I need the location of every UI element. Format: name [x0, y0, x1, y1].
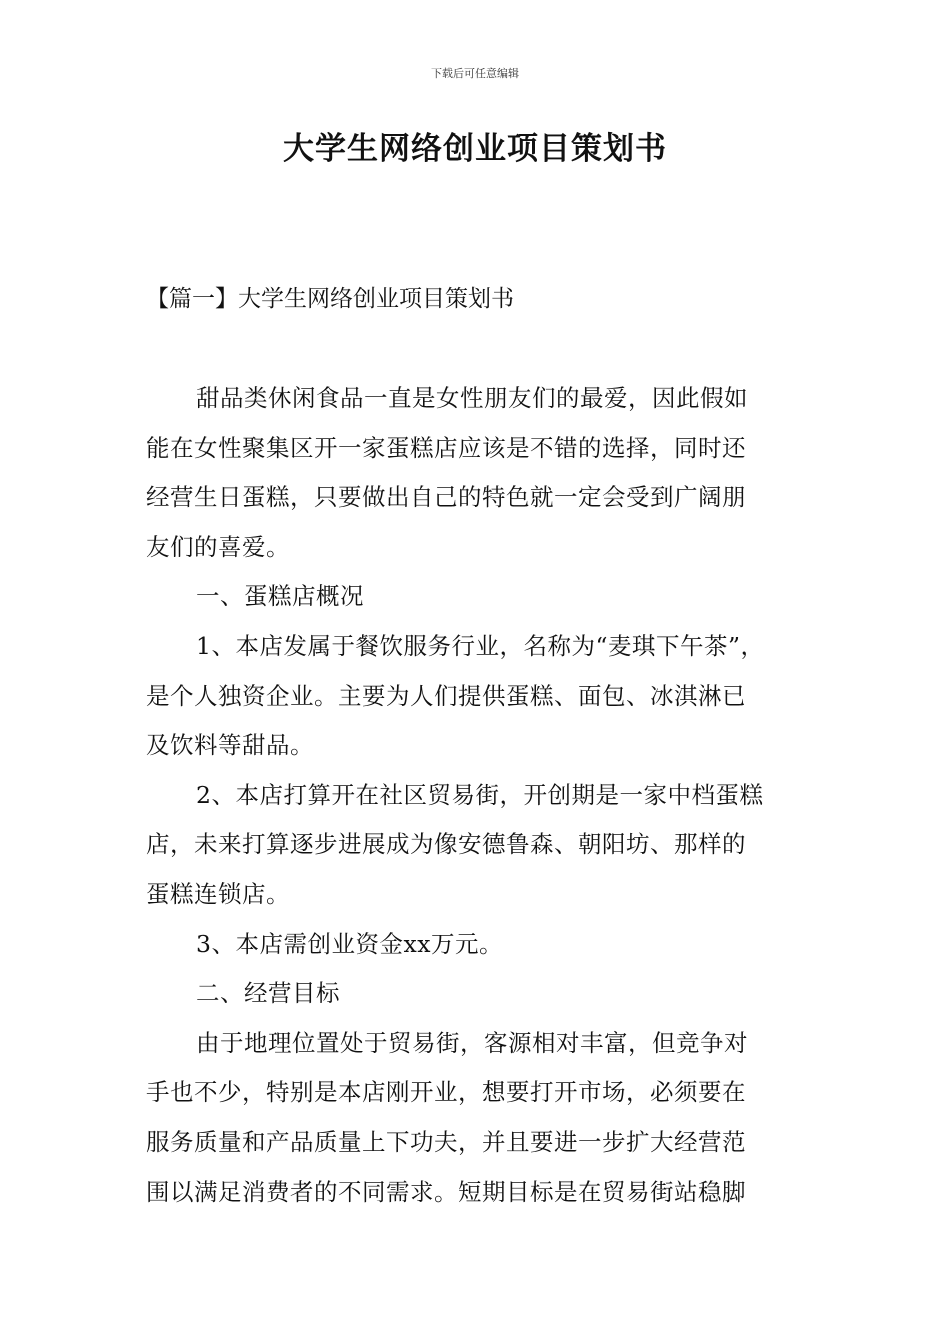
paragraph-line: 3、本店需创业资金xx万元。 [196, 929, 503, 958]
subheading-goals: 二、经营目标 [196, 979, 340, 1008]
paragraph-line: 蛋糕连锁店。 [146, 879, 290, 908]
paragraph-line: 经营生日蛋糕，只要做出自己的特色就一定会受到广阔朋 [146, 483, 746, 512]
paragraph-line: 1、本店发属于餐饮服务行业，名称为“麦琪下午茶”， [196, 631, 765, 660]
paragraph-line: 手也不少，特别是本店刚开业，想要打开市场，必须要在 [146, 1078, 746, 1107]
body-text [146, 374, 811, 1217]
paragraph-line: 2、本店打算开在社区贸易街，开创期是一家中档蛋糕 [196, 780, 764, 809]
paragraph-line: 服务质量和产品质量上下功夫，并且要进一步扩大经营范 [146, 1127, 746, 1156]
paragraph-line: 甜品类休闲食品一直是女性朋友们的最爱，因此假如 [196, 384, 748, 412]
paragraph-line: 店，未来打算逐步进展成为像安德鲁森、朝阳坊、那样的 [146, 830, 746, 859]
paragraph-line: 及饮料等甜品。 [146, 731, 314, 760]
paragraph-line: 围以满足消费者的不同需求。短期目标是在贸易街站稳脚 [146, 1177, 746, 1206]
header-note: 下载后可任意编辑 [431, 67, 519, 80]
document-title: 大学生网络创业项目策划书 [283, 131, 667, 167]
paragraph-line: 能在女性聚集区开一家蛋糕店应该是不错的选择，同时还 [146, 433, 746, 462]
paragraph-line: 由于地理位置处于贸易街，客源相对丰富，但竞争对 [196, 1028, 748, 1057]
paragraph-line: 友们的喜爱。 [146, 532, 290, 561]
section-heading: 【篇一】大学生网络创业项目策划书 [146, 286, 514, 312]
subheading-overview: 一、蛋糕店概况 [196, 582, 364, 611]
paragraph-line: 是个人独资企业。主要为人们提供蛋糕、面包、冰淇淋已 [146, 681, 746, 710]
